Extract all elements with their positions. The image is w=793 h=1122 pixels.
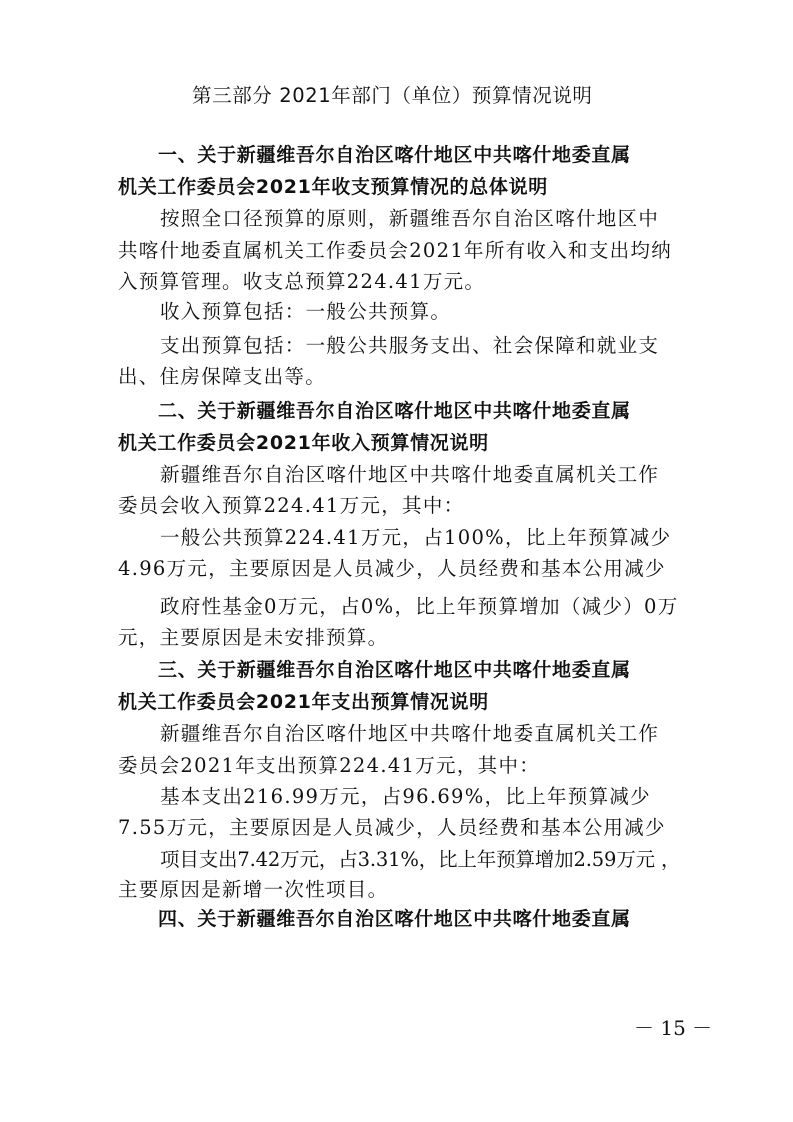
body-line: 按照全口径预算的原则，新疆维吾尔自治区喀什地区中: [160, 207, 660, 230]
body-line: 新疆维吾尔自治区喀什地区中共喀什地委直属机关工作: [160, 722, 660, 745]
section-heading-2: 二、关于新疆维吾尔自治区喀什地区中共喀什地委直属: [158, 400, 631, 422]
section-heading-3-cont: 机关工作委员会2021年支出预算情况说明: [118, 691, 489, 713]
body-line: 共喀什地委直属机关工作委员会2021年所有收入和支出均纳: [118, 239, 673, 262]
section-heading-2-cont: 机关工作委员会2021年收入预算情况说明: [118, 432, 489, 454]
body-line: 基本支出216.99万元，占96.69%，比上年预算减少: [160, 785, 651, 808]
body-line: 项目支出7.42万元，占3.31%，比上年预算增加2.59万元 ，: [160, 848, 681, 871]
section-heading-3: 三、关于新疆维吾尔自治区喀什地区中共喀什地委直属: [158, 659, 631, 681]
body-line: 4.96万元，主要原因是人员减少，人员经费和基本公用减少: [118, 557, 666, 580]
body-line: 出、住房保障支出等。: [118, 365, 327, 388]
body-line: 委员会2021年支出预算224.41万元，其中：: [118, 754, 541, 777]
body-line: 元，主要原因是未安排预算。: [118, 626, 389, 649]
body-line: 收入预算包括：一般公共预算。: [160, 300, 452, 323]
body-line: 7.55万元，主要原因是人员减少，人员经费和基本公用减少: [118, 816, 666, 839]
section-heading-1: 一、关于新疆维吾尔自治区喀什地区中共喀什地委直属: [158, 144, 631, 166]
body-line: 委员会收入预算224.41万元，其中：: [118, 494, 465, 517]
page-number: － 15 －: [634, 1016, 713, 1040]
section-heading-4: 四、关于新疆维吾尔自治区喀什地区中共喀什地委直属: [158, 908, 631, 930]
body-line: 一般公共预算224.41万元，占100%，比上年预算减少: [160, 526, 672, 549]
body-line: 入预算管理。收支总预算224.41万元。: [118, 270, 486, 293]
body-line: 支出预算包括：一般公共服务支出、社会保障和就业支: [160, 334, 660, 357]
page-title: 第三部分 2021年部门（单位）预算情况说明: [192, 84, 593, 107]
body-line: 主要原因是新增一次性项目。: [118, 878, 389, 901]
section-heading-1-cont: 机关工作委员会2021年收支预算情况的总体说明: [118, 176, 548, 198]
body-line: 政府性基金0万元，占0%，比上年预算增加（减少）0万: [160, 595, 679, 618]
body-line: 新疆维吾尔自治区喀什地区中共喀什地委直属机关工作: [160, 463, 660, 486]
